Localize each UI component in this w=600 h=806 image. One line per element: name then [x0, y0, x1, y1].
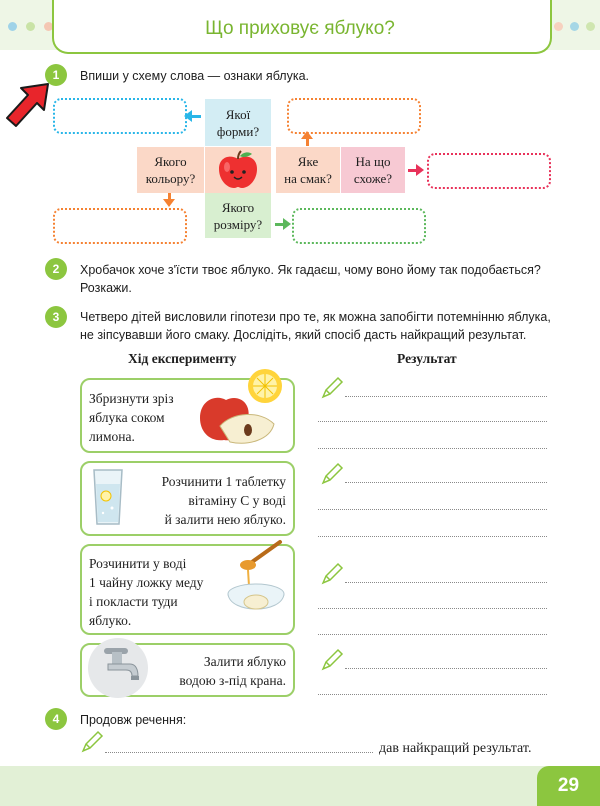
- experiment-line: водою з-під крана.: [179, 673, 286, 688]
- experiment-line: Залити яблуко: [203, 654, 286, 669]
- experiment-line: яблука соком: [89, 410, 165, 425]
- answer-line[interactable]: [318, 509, 547, 510]
- arrow-shaft: [306, 139, 309, 146]
- answer-line[interactable]: [345, 582, 547, 583]
- experiment-line: яблуко.: [89, 613, 132, 628]
- answer-line[interactable]: [318, 608, 547, 609]
- task-2: [45, 258, 67, 280]
- answer-line[interactable]: [345, 396, 547, 397]
- arrow-shaft: [275, 223, 283, 226]
- task-text-line: Четверо дітей висловили гіпотези про те, як можна запобігти потемнінню яблука,: [80, 310, 551, 324]
- result-pencil-icon: [320, 648, 344, 677]
- question-text: Яке: [297, 154, 319, 169]
- answer-box-taste[interactable]: [287, 98, 421, 134]
- decor-dot: [570, 22, 579, 31]
- task-text-line: не зіпсувавши його смаку. Дослідіть, який спосіб дасть найкращий результат.: [80, 328, 527, 342]
- answer-line[interactable]: [318, 421, 547, 422]
- experiment-text: [162, 472, 286, 529]
- answer-line[interactable]: [105, 752, 373, 753]
- page-title: Що приховує яблуко?: [205, 18, 395, 39]
- answer-line[interactable]: [318, 634, 547, 635]
- apple-center-cell: [205, 147, 271, 193]
- task-number-badge: 4: [45, 708, 67, 730]
- question-text: форми?: [216, 123, 260, 139]
- task-text-line: Розкажи.: [80, 281, 132, 295]
- sentence-ending: дав найкращий результат.: [379, 741, 532, 756]
- answer-box-similar[interactable]: [427, 153, 551, 189]
- result-pencil-icon: [320, 562, 344, 591]
- scheme-question-color: [137, 147, 204, 193]
- experiment-line: Розчинити у воді: [89, 556, 187, 571]
- water-tap-icon: [86, 634, 152, 700]
- experiment-line: Розчинити 1 таблетку: [161, 474, 286, 489]
- scheme-question-taste: [276, 147, 340, 193]
- experiment-text: [89, 389, 174, 446]
- question-text: Якої: [225, 106, 251, 122]
- question-text: на смак?: [284, 171, 332, 186]
- question-text: схоже?: [353, 171, 393, 186]
- scheme-question-similar: [341, 147, 405, 193]
- experiment-line: Збризнути зріз: [89, 391, 174, 406]
- scheme-question-size: [205, 193, 271, 238]
- answer-box-size[interactable]: [292, 208, 426, 244]
- answer-line[interactable]: [345, 482, 547, 483]
- task-1-text: Впиши у схему слова — ознаки яблука.: [80, 69, 309, 83]
- arrow-right-icon: [283, 218, 291, 230]
- question-text: розміру?: [213, 216, 263, 232]
- answer-box-shape[interactable]: [53, 98, 187, 134]
- arrow-shaft: [408, 169, 416, 172]
- experiment-line: і покласти туди: [89, 594, 178, 609]
- experiment-heading: Хід експерименту: [128, 351, 237, 366]
- task-2-text: [80, 261, 560, 297]
- answer-line[interactable]: [345, 668, 547, 669]
- decor-dot: [8, 22, 17, 31]
- arrow-up-icon: [301, 131, 313, 139]
- result-pencil-icon: [320, 462, 344, 491]
- task-3-text: [80, 308, 560, 344]
- question-text: Якого: [221, 199, 255, 215]
- scheme-question-shape: [205, 99, 271, 146]
- result-pencil-icon: [320, 376, 344, 405]
- experiment-line: й залити нею яблуко.: [164, 512, 286, 527]
- question-text: На що: [355, 154, 391, 169]
- decor-dot: [554, 22, 563, 31]
- arrow-right-icon: [416, 164, 424, 176]
- arrow-down-icon: [163, 199, 175, 207]
- water-glass-icon: [88, 466, 128, 528]
- task-3: [45, 306, 67, 328]
- task-text-line: Хробачок хоче з'їсти твоє яблуко. Як гадаєш, чому воно йому так подобається?: [80, 263, 541, 277]
- experiment-text: [89, 554, 203, 630]
- task-number-badge: 2: [45, 258, 67, 280]
- apple-icon: [205, 147, 271, 193]
- page-number: 29: [537, 766, 600, 806]
- task-4: [45, 708, 67, 730]
- arrow-left-icon: [184, 110, 192, 122]
- decor-dot: [586, 22, 595, 31]
- answer-line[interactable]: [318, 694, 547, 695]
- honey-bowl-icon: [222, 538, 288, 622]
- experiment-line: вітаміну С у воді: [188, 493, 286, 508]
- task-number-badge: 3: [45, 306, 67, 328]
- question-text: Якого: [154, 154, 187, 169]
- decor-dot: [26, 22, 35, 31]
- task-number-badge: 1: [45, 64, 67, 86]
- question-text: кольору?: [145, 171, 196, 186]
- task-4-text: Продовж речення:: [80, 713, 187, 727]
- answer-pencil-icon: [80, 730, 104, 759]
- answer-box-color[interactable]: [53, 208, 187, 244]
- experiment-text: [179, 652, 286, 690]
- experiment-line: 1 чайну ложку меду: [89, 575, 204, 590]
- result-heading: Результат: [397, 351, 457, 366]
- answer-line[interactable]: [318, 536, 547, 537]
- bottom-decoration-strip: [0, 766, 600, 806]
- answer-line[interactable]: [318, 448, 547, 449]
- experiment-line: лимона.: [89, 429, 135, 444]
- apple-lemon-icon: [190, 366, 286, 446]
